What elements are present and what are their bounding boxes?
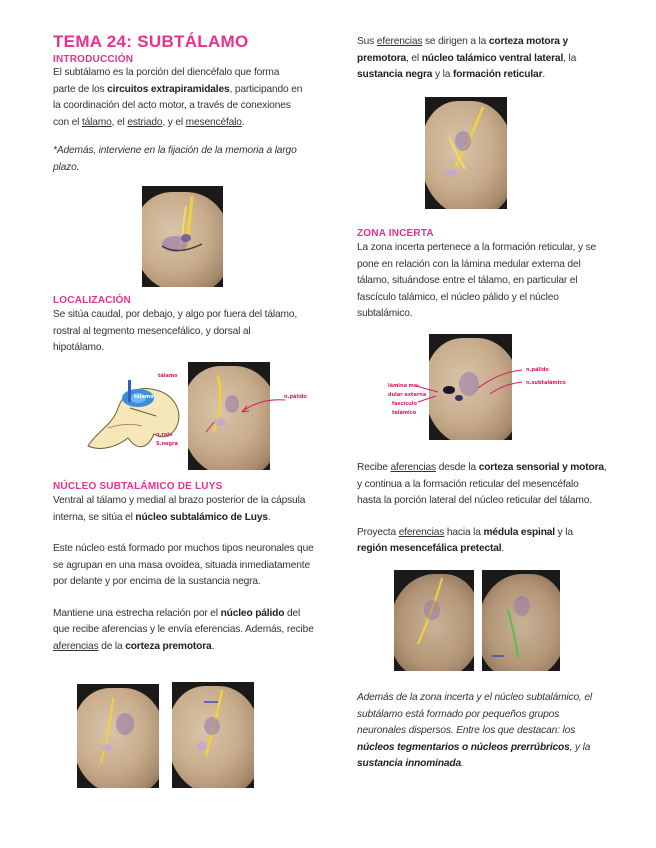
eferencias-section [357,34,627,84]
label-npalido-loc: n.pálido [284,394,307,400]
luys-brain-figure-2 [172,682,254,788]
eferencias-brain-figure [425,97,507,209]
localizacion-diagram: tálamo [78,368,188,458]
final-section [357,690,627,773]
label-nsubtalamico-zi: n.subtalámico [526,380,566,386]
luys-brain-figure-1 [77,684,159,788]
heading-introduccion: INTRODUCCIÓN [53,54,134,65]
localizacion-paragraph: Se sitúa caudal, por debajo, y algo por fuera del tálamo, rostral al tegmento mesencefálico, y dorsal al hipotálamo. [53,309,298,353]
luys-paragraph-1: Ventral al tálamo y medial al brazo posterior de la cápsula interna, se sitúa el núcleo subtalámico de Luys. [53,495,306,523]
final-paragraph: Además de la zona incerta y el núcleo subtalámico, el subtálamo está formado por pequeños grupos neuronales dispersos. Entre los que destacan: los núcleos tegmentarios o núcleos prerrúbricos, y la sustancia innominada. [357,692,592,769]
label-npalido-zi: n.pálido [526,367,549,373]
heading-luys: NÚCLEO SUBTALÁMICO DE LUYS [53,481,223,492]
luys-paragraph-3: Mantiene una estrecha relación por el núcleo pálido del que recibe aferencias y le envía eferencias. Además, recibe aferencias de la corteza premotora. [53,607,314,652]
proyecta-paragraph: Proyecta eferencias hacia la médula espinal y la región mesencefálica pretectal. [357,526,573,554]
left-column [53,32,333,176]
heading-zona-incerta: ZONA INCERTA [357,228,434,239]
intro-note: *Además, interviene en la fijación de la memoria a largo plazo. [53,145,297,173]
localizacion-section [53,295,333,357]
eferencias-paragraph: Sus eferencias se dirigen a la corteza motora y premotora, el núcleo talámico ventral lateral, la sustancia negra y la formación reticular. [357,36,577,80]
recibe-section [357,460,627,558]
label-fasciculo: fascículo talámico [392,401,417,416]
label-nrojo: n.rojo [156,432,173,438]
page-title: TEMA 24: SUBTÁLAMO [53,32,249,51]
zona-incerta-left-arrows [412,382,462,412]
recibe-paragraph: Recibe aferencias desde la corteza sensorial y motora, y continua a la formación reticular del mesencéfalo hasta la porción lateral del núcleo reticular del tálamo. [357,462,607,506]
zona-incerta-paragraph: La zona incerta pertenece a la formación reticular, y se pone en relación con la lámina medular externa del tálamo, situándose entre el tálamo, en particular el fascículo talámico, el núcleo pálido y el núcleo subtalámico. [357,242,597,319]
luys-paragraph-2: Este núcleo está formado por muchos tipos neuronales que se agrupan en una masa ovoidea, situada inmediatamente por delante y por encima de la sustancia negra. [53,543,314,587]
intro-brain-figure [142,186,223,287]
intro-paragraph: El subtálamo es la porción del diencéfalo que forma parte de los circuitos extrapiramidales, participando en la coordinación del acto motor, a través de conexiones con el tálamo, el estriado, y el mesencéfalo. [53,67,303,128]
label-lamina: lámina me- dular externa [388,383,427,398]
proyecta-brain-figure-1 [394,570,474,671]
proyecta-brain-figure-2 [482,570,560,671]
localizacion-arrow [230,392,290,432]
zona-incerta-section [357,228,627,323]
luys-section [53,481,333,655]
heading-localizacion: LOCALIZACIÓN [53,295,131,306]
label-talamo: tálamo [158,373,178,379]
label-snegra: S.negra [156,441,178,447]
